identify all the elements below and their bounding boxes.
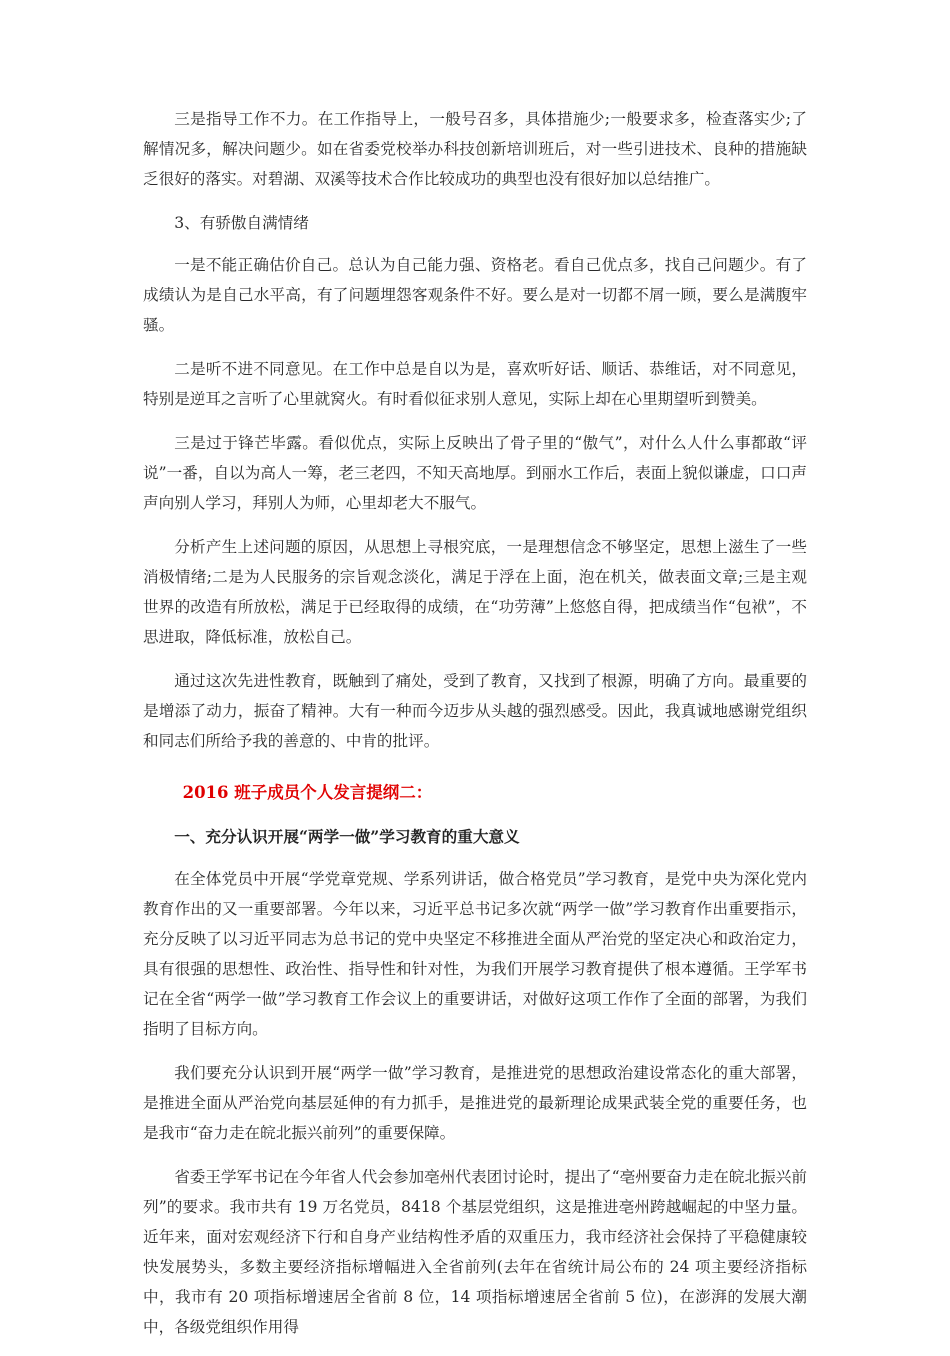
section-title: 2016 班子成员个人发言提纲二： bbox=[182, 783, 433, 802]
paragraph: 我们要充分认识到开展“两学一做”学习教育，是推进党的思想政治建设常态化的重大部署，是推进全面从严治党向基层延伸的有力抓手，是推进党的最新理论成果武装全党的重要任务，也是我市“奋力走在皖北振兴前列”的重要保障。 bbox=[143, 1064, 807, 1142]
paragraph: 通过这次先进性教育，既触到了痛处，受到了教育，又找到了根源，明确了方向。最重要的是增添了动力，振奋了精神。大有一种而今迈步从头越的强烈感受。因此，我真诚地感谢党组织和同志们所给予我的善意的、中肯的批评。 bbox=[143, 672, 807, 750]
section-heading: 一、充分认识开展“两学一做”学习教育的重大意义 bbox=[174, 827, 520, 846]
paragraph: 一是不能正确估价自己。总认为自己能力强、资格老。看自己优点多，找自己问题少。有了成绩认为是自己水平高，有了问题埋怨客观条件不好。要么是对一切都不屑一顾，要么是满腹牢骚。 bbox=[143, 256, 807, 334]
paragraph: 三是过于锋芒毕露。看似优点，实际上反映出了骨子里的“傲气”，对什么人什么事都敢“评说”一番，自以为高人一筹，老三老四，不知天高地厚。到丽水工作后，表面上貌似谦虚，口口声声向别人学习，拜别人为师，心里却老大不服气。 bbox=[143, 434, 807, 512]
paragraph: 分析产生上述问题的原因，从思想上寻根究底，一是理想信念不够坚定，思想上滋生了一些消极情绪;二是为人民服务的宗旨观念淡化，满足于浮在上面，泡在机关，做表面文章;三是主观世界的改造有所放松，满足于已经取得的成绩，在“功劳薄”上悠悠自得，把成绩当作“包袱”，不思进取，降低标准，放松自己。 bbox=[143, 538, 807, 646]
paragraph: 二是听不进不同意见。在工作中总是自以为是，喜欢听好话、顺话、恭维话，对不同意见，特别是逆耳之言听了心里就窝火。有时看似征求别人意见，实际上却在心里期望听到赞美。 bbox=[143, 360, 807, 408]
document-body bbox=[143, 104, 807, 1356]
paragraph: 三是指导工作不力。在工作指导上，一般号召多，具体措施少;一般要求多，检查落实少;了解情况多，解决问题少。如在省委党校举办科技创新培训班后，对一些引进技术、良种的措施缺乏很好的落实。对碧湖、双溪等技术合作比较成功的典型也没有很好加以总结推广。 bbox=[143, 110, 807, 188]
subheading-arrogance: 3、有骄傲自满情绪 bbox=[174, 214, 309, 232]
paragraph: 省委王学军书记在今年省人代会参加亳州代表团讨论时，提出了“亳州要奋力走在皖北振兴前列”的要求。我市共有 19 万名党员，8418 个基层党组织，这是推进亳州跨越崛起的中坚力量。近年来，面对宏观经济下行和自身产业结构性矛盾的双重压力，我市经济社会保持了平稳健康较快发展势头，多数主要经济指标增幅进入全省前列(去年在省统计局公布的 24 项主要经济指标中，我市有 20 项指标增速居全省前 8 位，14 项指标增速居全省前 5 位)，在澎湃的发展大潮中，各级党组织作用得 bbox=[143, 1168, 807, 1336]
paragraph: 在全体党员中开展“学党章党规、学系列讲话，做合格党员”学习教育，是党中央为深化党内教育作出的又一重要部署。今年以来，习近平总书记多次就“两学一做”学习教育作出重要指示，充分反映了以习近平同志为总书记的党中央坚定不移推进全面从严治党的坚定决心和政治定力，具有很强的思想性、政治性、指导性和针对性，为我们开展学习教育提供了根本遵循。王学军书记在全省“两学一做”学习教育工作会议上的重要讲话，对做好这项工作作了全面的部署，为我们指明了目标方向。 bbox=[143, 870, 807, 1038]
